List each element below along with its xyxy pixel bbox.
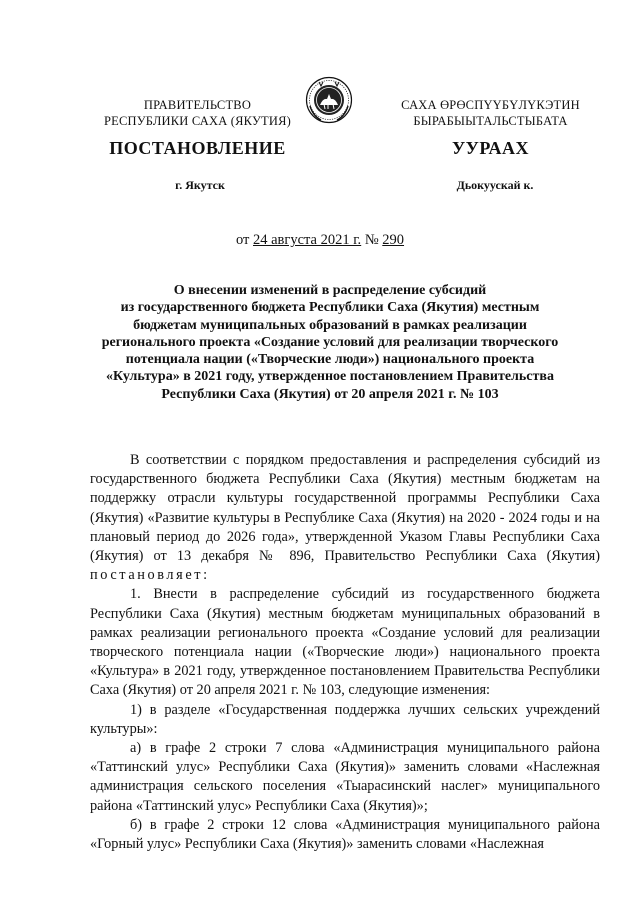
- preamble-paragraph: [90, 451, 600, 585]
- doctype-yakut: УУРААХ: [451, 138, 530, 158]
- coat-of-arms-emblem: [305, 76, 353, 124]
- title-line: потенциала нации («Творческие люди») национального проекта: [125, 352, 535, 368]
- date-prefix: от: [235, 232, 253, 248]
- left-org-header: [90, 97, 305, 129]
- document-title: [95, 282, 565, 403]
- city-yakut: Дьокуускай к.: [456, 178, 534, 192]
- subitem-a-paragraph: а) в графе 2 строки 7 слова «Администрация муниципального района «Таттинский улус» Республики Саха (Якутия)» заменить словами «Наслежная администрация сельского поселения «Тыарасинский наслег» муниципального района «Таттинский улус» Республики Саха (Якутия)»;: [90, 740, 600, 814]
- item-1-paragraph: 1. Внести в распределение субсидий из государственного бюджета Республики Саха (Якутия) местным бюджетам муниципальных образований в рамках реализации регионального проекта «Создание условий для реализации творческого потенциала нации («Творческие люди») национального проекта «Культура» в 2021 году, утвержденное постановлением Правительства Республики Саха (Якутия) от 20 апреля 2021 г. № 103, следующие изменения:: [90, 586, 600, 699]
- title-line: Республики Саха (Якутия) от 20 апреля 2021 г. № 103: [161, 386, 499, 402]
- left-org-line-2: РЕСПУБЛИКИ САХА (ЯКУТИЯ): [104, 114, 291, 128]
- document-date: 24 августа 2021 г.: [253, 232, 362, 248]
- subitem-b-paragraph: б) в графе 2 строки 12 слова «Администрация муниципального района «Горный улус» Республики Саха (Якутия)» заменить словами «Наслежная: [90, 816, 600, 853]
- left-org-line-1: ПРАВИТЕЛЬСТВО: [143, 98, 252, 112]
- title-line: регионального проекта «Создание условий для реализации творческого: [101, 334, 559, 350]
- date-and-number-line: [0, 232, 640, 249]
- right-org-line-1: САХА ӨРӨСПҮҮБҮЛҮКЭТИН: [401, 98, 580, 112]
- subitem-1-paragraph: 1) в разделе «Государственная поддержка лучших сельских учреждений культуры»:: [90, 701, 600, 737]
- doctype-russian: ПОСТАНОВЛЕНИЕ: [109, 138, 286, 158]
- number-label: №: [361, 232, 383, 248]
- document-number: 290: [382, 232, 405, 248]
- title-line: О внесении изменений в распределение субсидий: [173, 283, 487, 298]
- document-body: [90, 451, 600, 854]
- title-line: из государственного бюджета Республики Саха (Якутия) местным: [120, 300, 540, 316]
- title-line: «Культура» в 2021 году, утвержденное постановлением Правительства: [106, 369, 554, 385]
- city-russian: г. Якутск: [175, 178, 225, 192]
- right-org-header: [378, 97, 603, 129]
- resolves-word: постановляет:: [90, 567, 210, 584]
- title-line: бюджетам муниципальных образований в рамках реализации: [133, 317, 527, 333]
- right-org-line-2: БЫРАБЫЫТАЛЬСТЫБАТА: [413, 114, 568, 128]
- preamble-text: В соответствии с порядком предоставления и распределения субсидий из государственного бюджета Республики Саха (Якутия) местным бюджетам на поддержку отрасли культуры государственной программы Республики Саха (Якутия) «Развитие культуры в Республике Саха (Якутия) на 2020 - 2024 годы и на плановый период до 2026 года», утвержденной Указом Главы Республики Саха (Якутия) от 13 декабря № 896, Правительство Республики Саха (Якутия): [90, 452, 600, 565]
